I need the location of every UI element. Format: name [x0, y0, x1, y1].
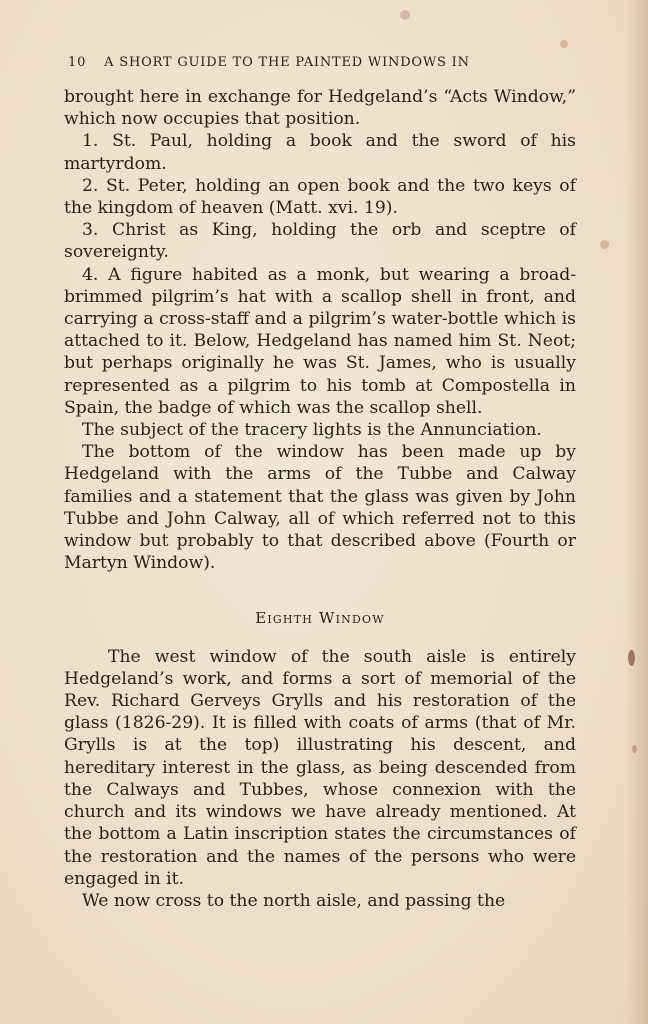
page-number: 10: [68, 55, 87, 70]
paragraph: 4. A figure habited as a monk, but wearing a broad-brimmed pilgrim’s hat with a scallop shell in front, and carrying a cross-staff and a pilgrim’s water-bottle which is attached to it. Below, Hedgeland has named him St. Neot; but perhaps originally he was St. James, who is usually represented as a pilgrim to his tomb at Compostella in Spain, the badge of which was the scallop shell.: [64, 264, 576, 418]
running-header: [68, 55, 568, 70]
section-heading: Eighth Window: [255, 609, 385, 628]
paragraph: The subject of the tracery lights is the Annunciation.: [82, 420, 542, 441]
paragraph: The west window of the south aisle is entirely Hedgeland’s work, and forms a sort of memorial of the Rev. Richard Gerveys Grylls and his restoration of the glass (1826-29). It is filled with coats of arms (that of Mr. Grylls is at the top) illustrating his descent, and hereditary interest in the glass, as being descended from the Calways and Tubbes, whose connexion with the church and its windows we have already mentioned. At the bottom a Latin inscription states the circumstances of the restoration and the names of the persons who were engaged in it.: [64, 646, 576, 889]
running-title: A SHORT GUIDE TO THE PAINTED WINDOWS IN: [104, 55, 470, 70]
foxing-spot: [560, 40, 568, 48]
page-edge-shadow: [626, 0, 648, 1024]
paragraph: 3. Christ as King, holding the orb and sceptre of sovereignty.: [64, 220, 576, 263]
foxing-spot: [628, 650, 635, 666]
paragraph: We now cross to the north aisle, and passing the: [82, 890, 506, 911]
foxing-spot: [632, 745, 637, 753]
paragraph: 2. St. Peter, holding an open book and the two keys of the kingdom of heaven (Matt. xvi. 19).: [64, 175, 576, 219]
paragraph: brought here in exchange for Hedgeland’s “Acts Window,” which now occupies that position.: [64, 87, 576, 130]
foxing-spot: [400, 10, 410, 20]
paragraph: The bottom of the window has been made up by Hedgeland with the arms of the Tubbe and Calway families and a statement that the glass was given by John Tubbe and John Calway, all of which referred not to this window but probably to that described above (Fourth or Martyn Window).: [64, 442, 576, 574]
foxing-spot: [600, 240, 609, 249]
paragraph: 1. St. Paul, holding a book and the sword of his martyrdom.: [64, 131, 576, 174]
body-text: [64, 86, 576, 912]
